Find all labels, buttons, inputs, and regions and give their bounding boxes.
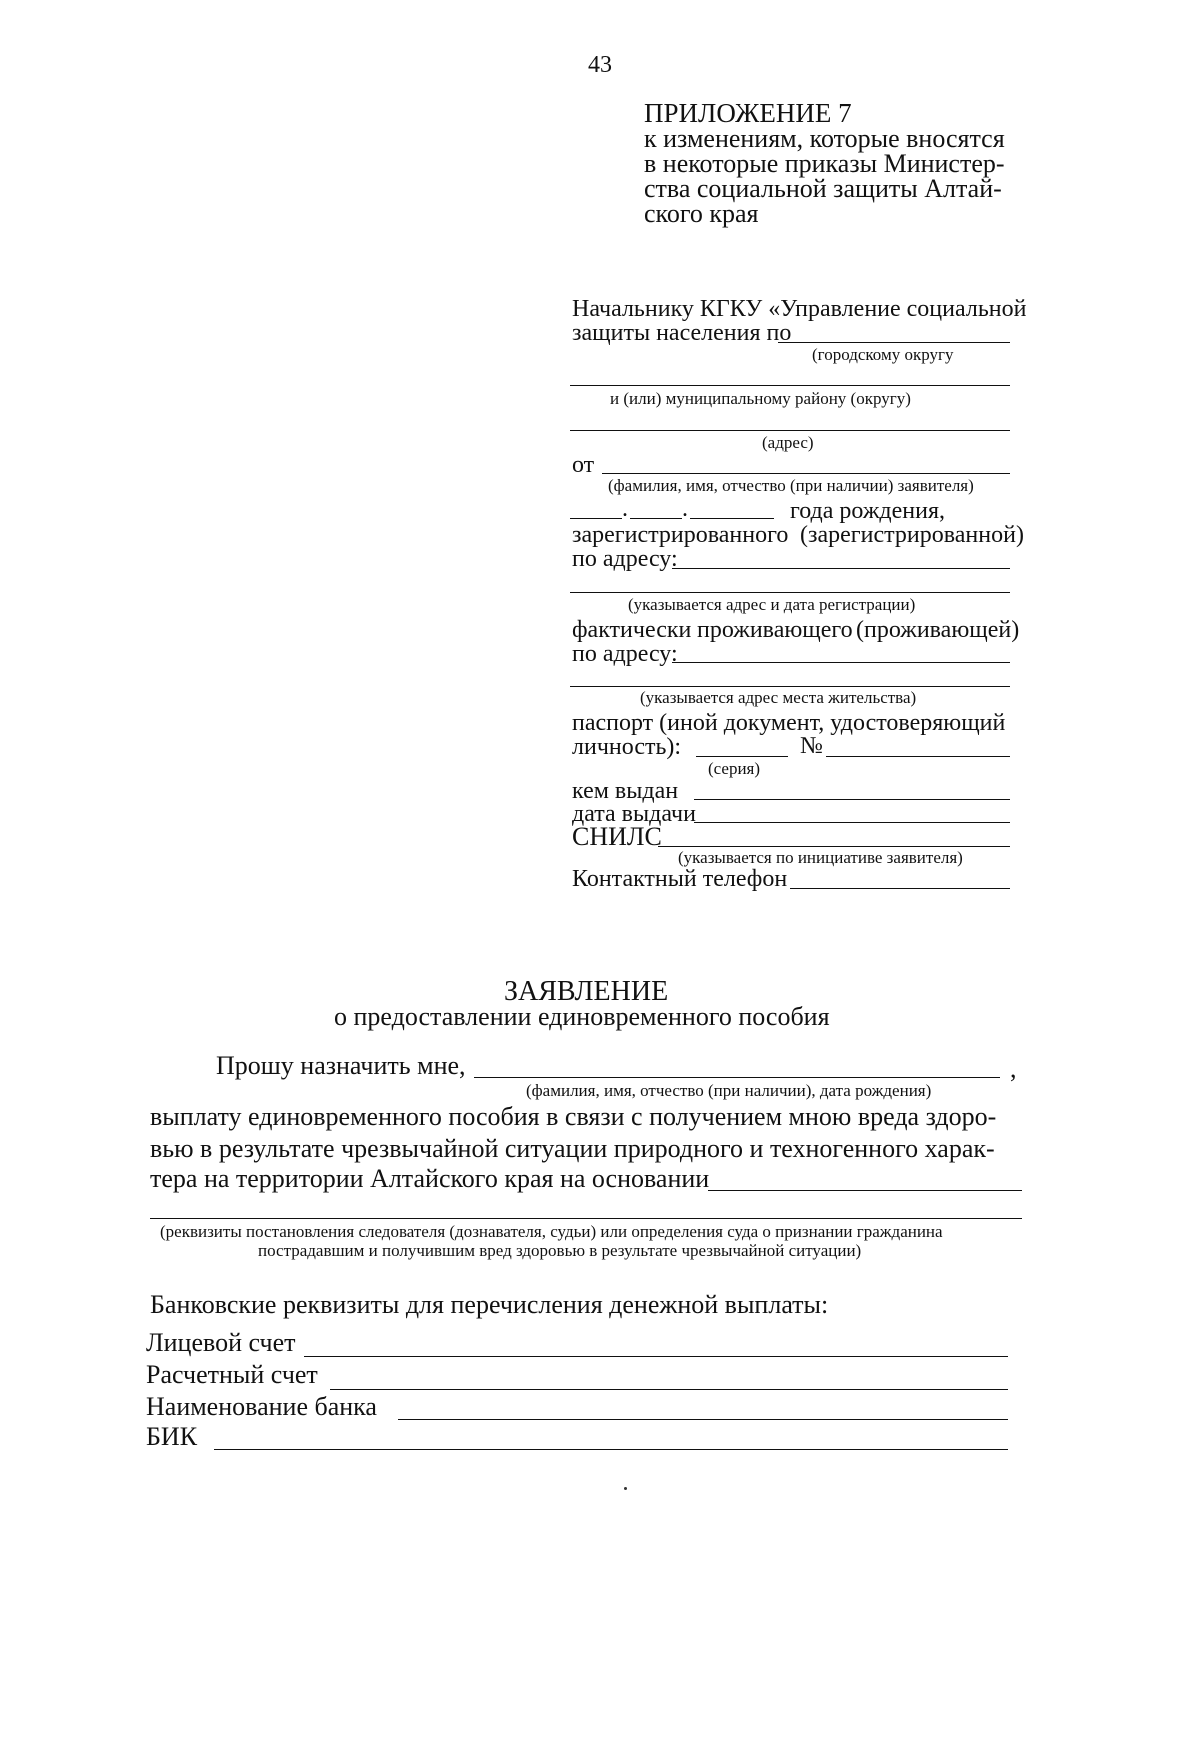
personal-account-line — [304, 1356, 1008, 1357]
hint-fio-birth: (фамилия, имя, отчество (при наличии), дата рождения) — [526, 1081, 932, 1100]
request-label: Прошу назначить мне, — [216, 1051, 466, 1080]
bank-name-line — [398, 1419, 1008, 1420]
hint-basis: (реквизиты постановления следователя (дознавателя, судьи) или определения суда о признании гражданина — [160, 1222, 943, 1241]
bank-name-label: Наименование банка — [146, 1392, 377, 1421]
body-line: выплату единовременного пособия в связи с получением мною вреда здоро- — [150, 1102, 997, 1131]
number-sign: № — [800, 733, 823, 759]
issue-date-line — [694, 822, 1010, 823]
page-number: 43 — [588, 52, 612, 78]
print-speck — [624, 1487, 627, 1490]
basis-line — [708, 1190, 1022, 1191]
reg-address-line-2 — [570, 592, 1010, 593]
actual-label: фактически — [572, 617, 692, 643]
date-dot: . — [682, 496, 688, 522]
reg-address-line — [672, 568, 1010, 569]
identity-label: личность): — [572, 734, 682, 760]
passport-series-line — [696, 756, 788, 757]
settlement-account-line — [330, 1389, 1008, 1390]
registered-fem-label: (зарегистрированной) — [800, 522, 1024, 548]
hint-registration: (указывается адрес и дата регистрации) — [628, 595, 916, 614]
addressee-line: Начальнику КГКУ «Управление социальной — [572, 296, 1027, 322]
hint-municipal: и (или) муниципальному району (округу) — [610, 389, 911, 408]
birth-year-label: года рождения, — [790, 498, 945, 524]
reg-address-label: по адресу: — [572, 546, 678, 572]
hint-fio: (фамилия, имя, отчество (при наличии) заявителя) — [608, 476, 974, 495]
appendix-line: к изменениям, которые вносятся — [644, 124, 1005, 153]
actual-label: проживающего — [697, 617, 853, 643]
registered-label: зарегистрированного — [572, 522, 789, 548]
basis-line-2 — [150, 1218, 1022, 1219]
statement-title: ЗАЯВЛЕНИЕ — [504, 976, 669, 1007]
hint-district: (городскому округу — [812, 345, 954, 364]
municipal-line — [570, 385, 1010, 386]
settlement-account-label: Расчетный счет — [146, 1360, 318, 1389]
date-dot: . — [622, 496, 628, 522]
snils-label: СНИЛС — [572, 822, 662, 851]
bik-line — [214, 1449, 1008, 1450]
appendix-line: ского края — [644, 199, 759, 228]
district-line — [778, 342, 1010, 343]
birth-year-line — [690, 518, 774, 519]
phone-label: Контактный телефон — [572, 866, 788, 892]
comma: , — [1010, 1054, 1017, 1083]
body-line: тера на территории Алтайского края на основании — [150, 1164, 710, 1193]
issued-by-label: кем выдан — [572, 778, 679, 804]
actual-label: (проживающей) — [856, 617, 1020, 643]
bank-heading: Банковские реквизиты для перечисления денежной выплаты: — [150, 1290, 829, 1319]
hint-residence: (указывается адрес места жительства) — [640, 688, 917, 707]
birth-month-line — [630, 518, 682, 519]
phone-line — [790, 888, 1010, 889]
passport-label: паспорт (иной документ, удостоверяющий — [572, 710, 1006, 736]
issue-date-label: дата выдачи — [572, 801, 696, 827]
res-address-line — [672, 662, 1010, 663]
res-address-line-2 — [570, 686, 1010, 687]
bik-label: БИК — [146, 1422, 198, 1451]
body-line: вью в результате чрезвычайной ситуации природного и техногенного харак- — [150, 1134, 995, 1163]
snils-line — [658, 846, 1010, 847]
from-label: от — [572, 452, 595, 478]
appendix-line: в некоторые приказы Министер- — [644, 149, 1005, 178]
personal-account-label: Лицевой счет — [146, 1328, 296, 1357]
addressee-line: защиты населения по — [572, 320, 792, 346]
passport-number-line — [826, 756, 1010, 757]
hint-series: (серия) — [708, 759, 761, 778]
hint-basis: пострадавшим и получившим вред здоровью в результате чрезвычайной ситуации) — [258, 1241, 862, 1260]
hint-address: (адрес) — [762, 433, 814, 452]
appendix-title: ПРИЛОЖЕНИЕ 7 — [644, 98, 852, 128]
address-line — [570, 430, 1010, 431]
recipient-line — [474, 1077, 1000, 1078]
birth-day-line — [570, 518, 622, 519]
issued-by-line — [694, 799, 1010, 800]
applicant-fio-line — [602, 473, 1010, 474]
statement-subtitle: о предоставлении единовременного пособия — [334, 1002, 830, 1031]
appendix-line: ства социальной защиты Алтай- — [644, 174, 1002, 203]
hint-snils: (указывается по инициативе заявителя) — [678, 848, 963, 867]
res-address-label: по адресу: — [572, 641, 678, 667]
